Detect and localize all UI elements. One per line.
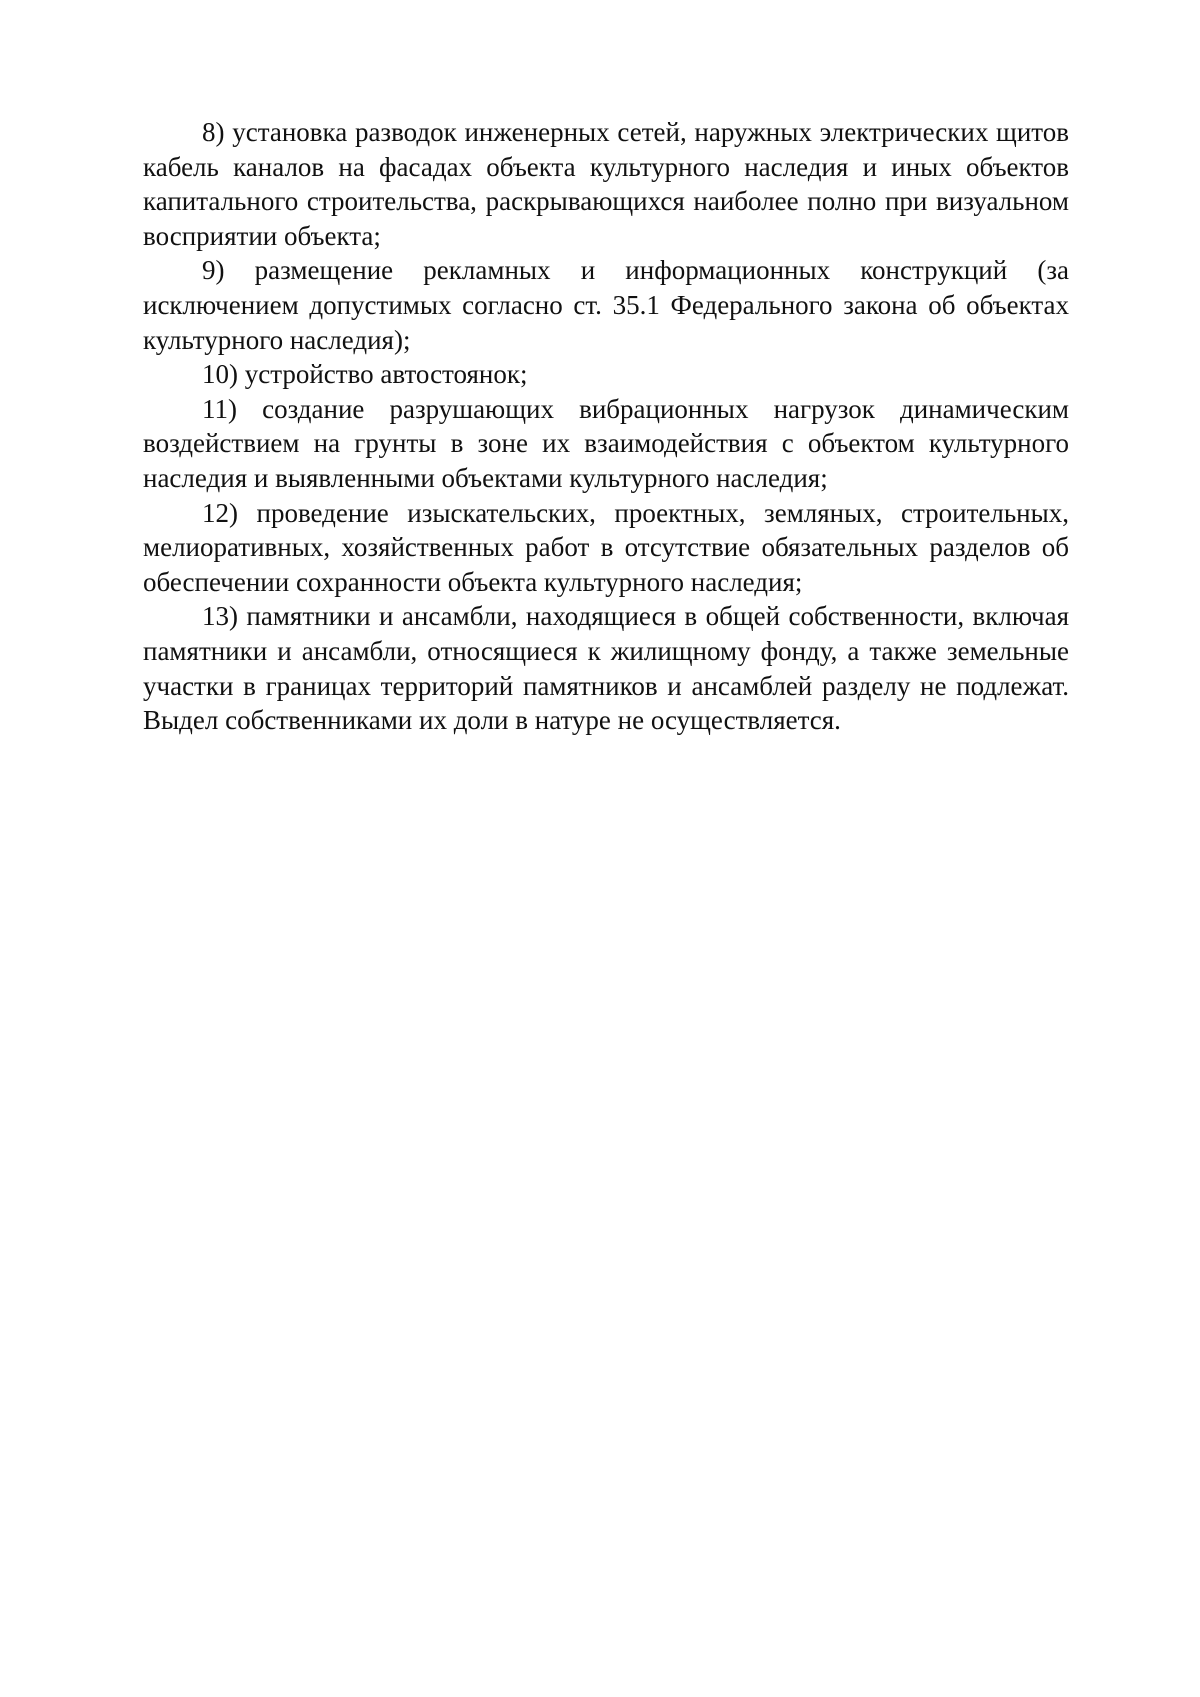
paragraph-item-13: 13) памятники и ансамбли, находящиеся в общей собственности, включая памятники и ансамбли, относящиеся к жилищному фонду, а также земельные участки в границах территорий памятников и ансамблей разделу не подлежат. Выдел собственниками их доли в натуре не осуществляется. [143, 601, 1069, 736]
paragraph-item-12: 12) проведение изыскательских, проектных, земляных, строительных, мелиоративных, хозяйственных работ в отсутствие обязательных разделов об обеспечении сохранности объекта культурного наследия; [143, 497, 1069, 597]
paragraph-item-9: 9) размещение рекламных и информационных конструкций (за исключением допустимых согласно ст. 35.1 Федерального закона об объектах культурного наследия); [143, 255, 1069, 355]
paragraph-item-10: 10) устройство автостоянок; [202, 359, 528, 390]
document-body [143, 115, 1069, 738]
paragraph-item-11: 11) создание разрушающих вибрационных нагрузок динамическим воздействием на грунты в зоне их взаимодействия с объектом культурного наследия и выявленными объектами культурного наследия; [143, 393, 1069, 493]
paragraph-item-8: 8) установка разводок инженерных сетей, наружных электрических щитов кабель каналов на фасадах объекта культурного наследия и иных объектов капитального строительства, раскрывающихся наиболее полно при визуальном восприятии объекта; [143, 117, 1069, 251]
